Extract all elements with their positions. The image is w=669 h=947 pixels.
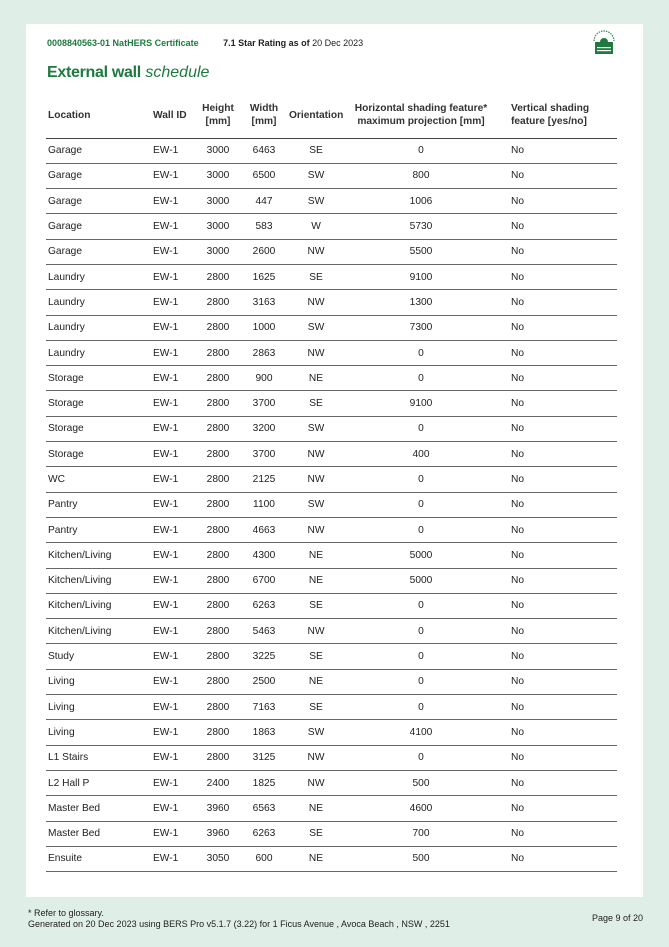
table-row [46,264,617,289]
cell-height: 2800 [195,593,241,618]
cell-orientation: SE [287,264,345,289]
cell-orientation: SE [287,138,345,163]
cell-orientation: SW [287,492,345,517]
cell-orientation: SW [287,416,345,441]
cell-height: 3050 [195,846,241,871]
cell-width: 1100 [241,492,287,517]
cell-location: Garage [46,138,143,163]
table-row [46,568,617,593]
cell-horizontal-shading: 0 [345,416,497,441]
cell-vertical-shading: No [497,214,617,239]
table-row [46,290,617,315]
cell-orientation: NW [287,239,345,264]
cell-wall-id: EW-1 [143,796,195,821]
table-row [46,416,617,441]
cell-height: 3000 [195,214,241,239]
cell-width: 583 [241,214,287,239]
cell-width: 2125 [241,467,287,492]
cell-orientation: NE [287,846,345,871]
cell-width: 3700 [241,391,287,416]
cell-height: 3000 [195,138,241,163]
cell-height: 2800 [195,442,241,467]
cell-height: 2800 [195,644,241,669]
table-row [46,315,617,340]
cell-wall-id: EW-1 [143,568,195,593]
cell-wall-id: EW-1 [143,543,195,568]
cell-vertical-shading: No [497,163,617,188]
cell-height: 2800 [195,264,241,289]
cell-wall-id: EW-1 [143,163,195,188]
cell-height: 3000 [195,239,241,264]
cell-location: Storage [46,391,143,416]
cell-horizontal-shading: 5000 [345,543,497,568]
table-row [46,543,617,568]
cell-height: 2800 [195,391,241,416]
cell-location: L2 Hall P [46,770,143,795]
cell-height: 3960 [195,796,241,821]
cell-height: 2800 [195,745,241,770]
cell-width: 3225 [241,644,287,669]
cell-orientation: NW [287,442,345,467]
cell-vertical-shading: No [497,720,617,745]
column-header-width: Width [mm] [241,93,287,138]
generated-note: Generated on 20 Dec 2023 using BERS Pro v5.1.7 (3.22) for 1 Ficus Avenue , Avoca Beach , NSW , 2251 [28,919,450,929]
cell-location: Pantry [46,517,143,542]
table-row [46,239,617,264]
cell-orientation: NE [287,568,345,593]
cell-height: 2800 [195,290,241,315]
cell-horizontal-shading: 0 [345,669,497,694]
cell-location: Kitchen/Living [46,543,143,568]
rating-date: 20 Dec 2023 [309,38,364,48]
cell-vertical-shading: No [497,391,617,416]
cell-location: Storage [46,366,143,391]
cell-location: Kitchen/Living [46,568,143,593]
cell-orientation: SE [287,695,345,720]
cell-vertical-shading: No [497,315,617,340]
cell-wall-id: EW-1 [143,290,195,315]
column-header-height: Height [mm] [195,93,241,138]
cell-height: 2800 [195,619,241,644]
cell-horizontal-shading: 9100 [345,391,497,416]
cell-horizontal-shading: 800 [345,163,497,188]
cell-wall-id: EW-1 [143,214,195,239]
cell-vertical-shading: No [497,695,617,720]
cell-width: 1863 [241,720,287,745]
column-header-horizontal-shading: Horizontal shading feature* maximum projection [mm] [345,93,497,138]
cell-vertical-shading: No [497,189,617,214]
page-footer [28,908,450,930]
cell-vertical-shading: No [497,543,617,568]
cell-width: 600 [241,846,287,871]
column-header-vertical-shading: Vertical shading feature [yes/no] [497,93,617,138]
cell-orientation: NW [287,770,345,795]
cell-location: Master Bed [46,821,143,846]
cell-vertical-shading: No [497,366,617,391]
cell-width: 1825 [241,770,287,795]
cell-vertical-shading: No [497,416,617,441]
cell-horizontal-shading: 500 [345,846,497,871]
cell-width: 2500 [241,669,287,694]
cell-horizontal-shading: 0 [345,492,497,517]
table-row [46,163,617,188]
cell-wall-id: EW-1 [143,644,195,669]
cell-height: 2800 [195,492,241,517]
cell-vertical-shading: No [497,568,617,593]
table-row [46,644,617,669]
cell-horizontal-shading: 0 [345,138,497,163]
cell-orientation: NE [287,796,345,821]
cell-wall-id: EW-1 [143,695,195,720]
cell-location: Garage [46,163,143,188]
cell-width: 1000 [241,315,287,340]
cell-location: Garage [46,189,143,214]
table-row [46,846,617,871]
cell-vertical-shading: No [497,644,617,669]
cell-width: 6263 [241,593,287,618]
cell-height: 2800 [195,467,241,492]
cell-width: 6500 [241,163,287,188]
cell-wall-id: EW-1 [143,745,195,770]
cell-orientation: NW [287,619,345,644]
cell-vertical-shading: No [497,290,617,315]
certificate-page [26,24,643,897]
cell-width: 3700 [241,442,287,467]
column-header-wall-id: Wall ID [143,93,195,138]
cell-height: 2800 [195,416,241,441]
cell-wall-id: EW-1 [143,821,195,846]
cell-location: Study [46,644,143,669]
cell-location: Kitchen/Living [46,619,143,644]
table-row [46,189,617,214]
cell-horizontal-shading: 5500 [345,239,497,264]
table-row [46,593,617,618]
table-row [46,492,617,517]
cell-wall-id: EW-1 [143,846,195,871]
cell-width: 2863 [241,340,287,365]
cell-location: Pantry [46,492,143,517]
table-row [46,214,617,239]
cell-horizontal-shading: 0 [345,644,497,669]
table-row [46,517,617,542]
cell-horizontal-shading: 7300 [345,315,497,340]
cell-wall-id: EW-1 [143,138,195,163]
cell-horizontal-shading: 1006 [345,189,497,214]
cell-width: 4663 [241,517,287,542]
table-row [46,467,617,492]
cell-width: 4300 [241,543,287,568]
page-number: Page 9 of 20 [591,913,643,923]
cell-height: 2800 [195,517,241,542]
cell-orientation: NE [287,543,345,568]
cell-vertical-shading: No [497,239,617,264]
cell-vertical-shading: No [497,745,617,770]
cell-location: Storage [46,416,143,441]
cell-height: 2800 [195,315,241,340]
table-row [46,669,617,694]
cell-orientation: NW [287,467,345,492]
table-row [46,442,617,467]
table-header-row [46,93,617,138]
cell-wall-id: EW-1 [143,391,195,416]
cell-wall-id: EW-1 [143,593,195,618]
cell-wall-id: EW-1 [143,517,195,542]
cell-horizontal-shading: 5730 [345,214,497,239]
cell-orientation: SW [287,163,345,188]
cell-location: Laundry [46,315,143,340]
cell-horizontal-shading: 4600 [345,796,497,821]
cell-horizontal-shading: 0 [345,695,497,720]
cell-width: 2600 [241,239,287,264]
cell-vertical-shading: No [497,467,617,492]
cell-vertical-shading: No [497,796,617,821]
cell-width: 447 [241,189,287,214]
cell-orientation: NW [287,340,345,365]
cell-orientation: W [287,214,345,239]
cell-vertical-shading: No [497,442,617,467]
cell-location: Garage [46,214,143,239]
cell-orientation: NE [287,366,345,391]
cell-vertical-shading: No [497,138,617,163]
table-row [46,619,617,644]
cell-vertical-shading: No [497,669,617,694]
table-row [46,821,617,846]
external-wall-schedule-table [46,93,617,872]
cell-wall-id: EW-1 [143,239,195,264]
cell-location: L1 Stairs [46,745,143,770]
cell-wall-id: EW-1 [143,366,195,391]
cell-location: Storage [46,442,143,467]
cell-horizontal-shading: 400 [345,442,497,467]
cell-location: WC [46,467,143,492]
cell-location: Master Bed [46,796,143,821]
cell-width: 3200 [241,416,287,441]
cell-orientation: SE [287,821,345,846]
cell-orientation: SE [287,593,345,618]
cell-horizontal-shading: 0 [345,517,497,542]
cell-orientation: NW [287,745,345,770]
cell-horizontal-shading: 1300 [345,290,497,315]
cell-horizontal-shading: 0 [345,619,497,644]
cell-width: 7163 [241,695,287,720]
rating-label: 7.1 Star Rating as of [223,38,310,48]
cell-height: 2800 [195,340,241,365]
cell-location: Laundry [46,264,143,289]
cell-vertical-shading: No [497,593,617,618]
cell-vertical-shading: No [497,340,617,365]
cell-width: 1625 [241,264,287,289]
cell-horizontal-shading: 0 [345,593,497,618]
page-title [47,64,209,82]
cell-orientation: SE [287,644,345,669]
cell-location: Garage [46,239,143,264]
cell-vertical-shading: No [497,264,617,289]
cell-wall-id: EW-1 [143,492,195,517]
cell-location: Living [46,695,143,720]
cell-height: 2800 [195,669,241,694]
cell-vertical-shading: No [497,492,617,517]
table-row [46,138,617,163]
cell-wall-id: EW-1 [143,264,195,289]
cell-location: Laundry [46,340,143,365]
certificate-id: 0008840563-01 NatHERS Certificate [47,38,199,48]
cell-orientation: SW [287,189,345,214]
table-row [46,366,617,391]
cell-orientation: NW [287,517,345,542]
certificate-header [47,38,363,48]
cell-width: 6263 [241,821,287,846]
cell-orientation: SE [287,391,345,416]
cell-height: 2400 [195,770,241,795]
cell-width: 6563 [241,796,287,821]
glossary-note: * Refer to glossary. [28,908,104,918]
table-row [46,770,617,795]
cell-horizontal-shading: 500 [345,770,497,795]
cell-orientation: SW [287,315,345,340]
cell-height: 3000 [195,189,241,214]
table-body [46,138,617,872]
cell-wall-id: EW-1 [143,619,195,644]
cell-height: 2800 [195,568,241,593]
cell-vertical-shading: No [497,619,617,644]
cell-height: 2800 [195,695,241,720]
cell-orientation: SW [287,720,345,745]
cell-horizontal-shading: 9100 [345,264,497,289]
cell-wall-id: EW-1 [143,770,195,795]
cell-horizontal-shading: 700 [345,821,497,846]
table-row [46,745,617,770]
cell-height: 3960 [195,821,241,846]
cell-horizontal-shading: 0 [345,745,497,770]
cell-height: 2800 [195,366,241,391]
cell-width: 6700 [241,568,287,593]
table-row [46,340,617,365]
cell-wall-id: EW-1 [143,442,195,467]
cell-horizontal-shading: 0 [345,467,497,492]
cell-wall-id: EW-1 [143,340,195,365]
column-header-location: Location [46,93,143,138]
cell-location: Living [46,669,143,694]
cell-wall-id: EW-1 [143,669,195,694]
cell-horizontal-shading: 0 [345,366,497,391]
cell-height: 3000 [195,163,241,188]
cell-vertical-shading: No [497,846,617,871]
table-row [46,391,617,416]
cell-location: Laundry [46,290,143,315]
cell-location: Living [46,720,143,745]
cell-wall-id: EW-1 [143,189,195,214]
cell-orientation: NE [287,669,345,694]
cell-width: 3125 [241,745,287,770]
title-strong: External wall [47,64,141,81]
cell-vertical-shading: No [497,517,617,542]
cell-height: 2800 [195,543,241,568]
cell-height: 2800 [195,720,241,745]
cell-wall-id: EW-1 [143,315,195,340]
cell-width: 5463 [241,619,287,644]
column-header-orientation: Orientation [287,93,345,138]
table-row [46,695,617,720]
cell-vertical-shading: No [497,770,617,795]
cell-location: Kitchen/Living [46,593,143,618]
cell-location: Ensuite [46,846,143,871]
cell-horizontal-shading: 0 [345,340,497,365]
cell-horizontal-shading: 4100 [345,720,497,745]
cell-vertical-shading: No [497,821,617,846]
table-row [46,720,617,745]
star-rating [223,38,363,48]
title-italic: schedule [140,64,210,81]
cell-width: 900 [241,366,287,391]
cell-width: 3163 [241,290,287,315]
cell-wall-id: EW-1 [143,467,195,492]
cell-width: 6463 [241,138,287,163]
nathers-house-logo-icon [591,29,617,57]
table-row [46,796,617,821]
cell-horizontal-shading: 5000 [345,568,497,593]
cell-orientation: NW [287,290,345,315]
cell-wall-id: EW-1 [143,720,195,745]
cell-wall-id: EW-1 [143,416,195,441]
